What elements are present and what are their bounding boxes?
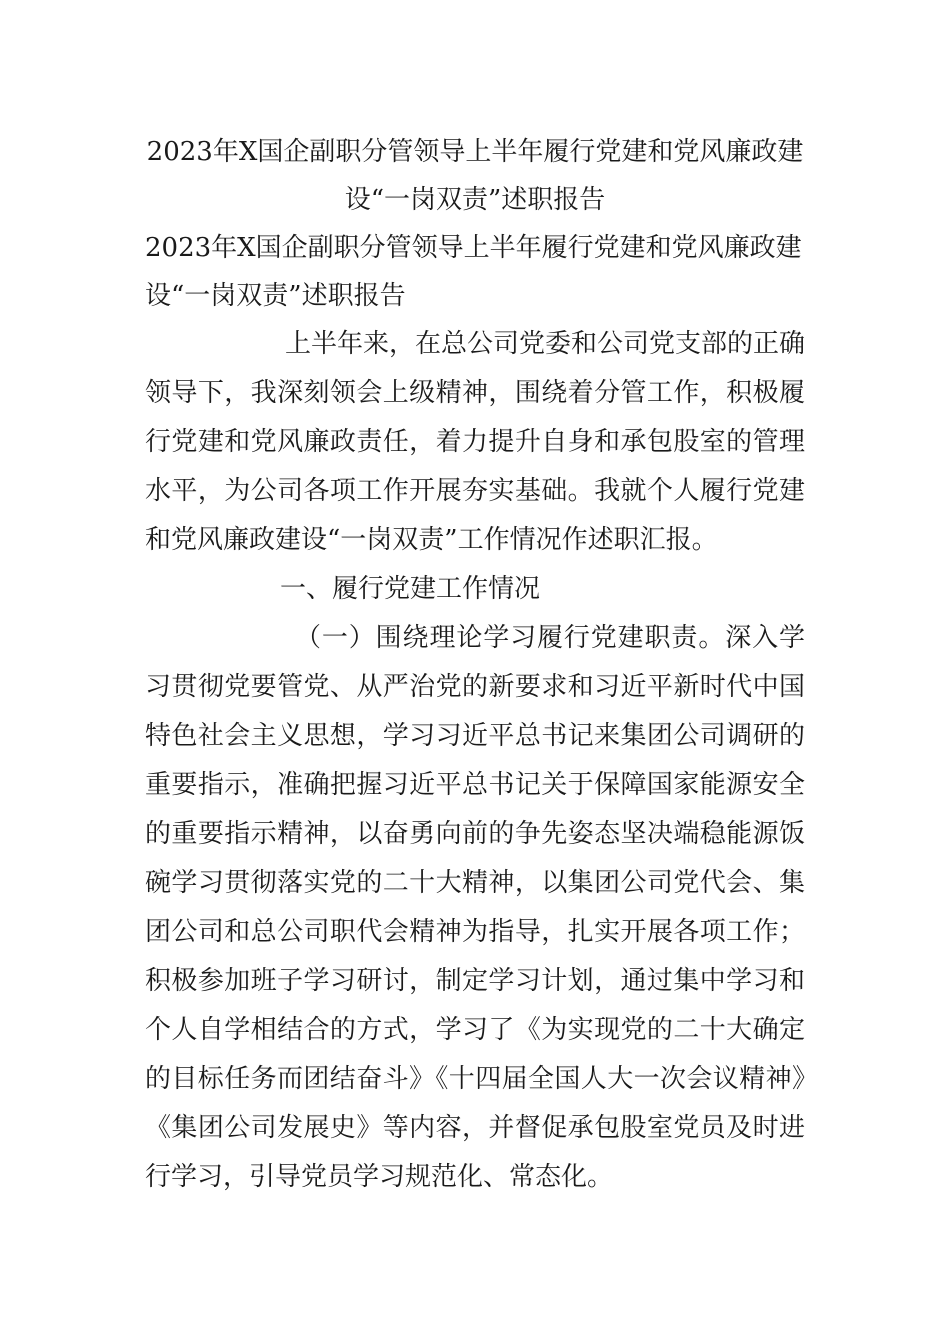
intro-paragraph: 上半年来，在总公司党委和公司党支部的正确领导下，我深刻领会上级精神，围绕着分管工作，积极履行党建和党风廉政责任，着力提升自身和承包股室的管理水平，为公司各项工作开展夯实基础。我就个人履行党建和党风廉政建设“一岗双责”工作情况作述职汇报。 <box>145 329 806 555</box>
subsection-paragraph: （一）围绕理论学习履行党建职责。深入学习贯彻党要管党、从严治党的新要求和习近平新时代中国特色社会主义思想，学习习近平总书记来集团公司调研的重要指示，准确把握习近平总书记关于保障国家能源安全的重要指示精神，以奋勇向前的争先姿态坚决端稳能源饭碗学习贯彻落实党的二十大精神，以集团公司党代会、集团公司和总公司职代会精神为指导，扎实开展各项工作；积极参加班子学习研讨，制定学习计划，通过集中学习和个人自学相结合的方式，学习了《为实现党的二十大确定的目标任务而团结奋斗》《十四届全国人大一次会议精神》《集团公司发展史》等内容，并督促承包股室党员及时进行学习，引导党员学习规范化、常态化。 <box>145 623 805 1192</box>
document-title <box>145 128 805 224</box>
title-line-2: 设“一岗双责”述职报告 <box>344 185 606 215</box>
document-page <box>145 128 805 1202</box>
section-heading: 一、履行党建工作情况 <box>280 574 541 604</box>
repeated-title: 2023年X国企副职分管领导上半年履行党建和党风廉政建设“一岗双责”述职报告 <box>145 233 802 311</box>
title-line-1: 2023年X国企副职分管领导上半年履行党建和党风廉政建 <box>146 137 804 167</box>
